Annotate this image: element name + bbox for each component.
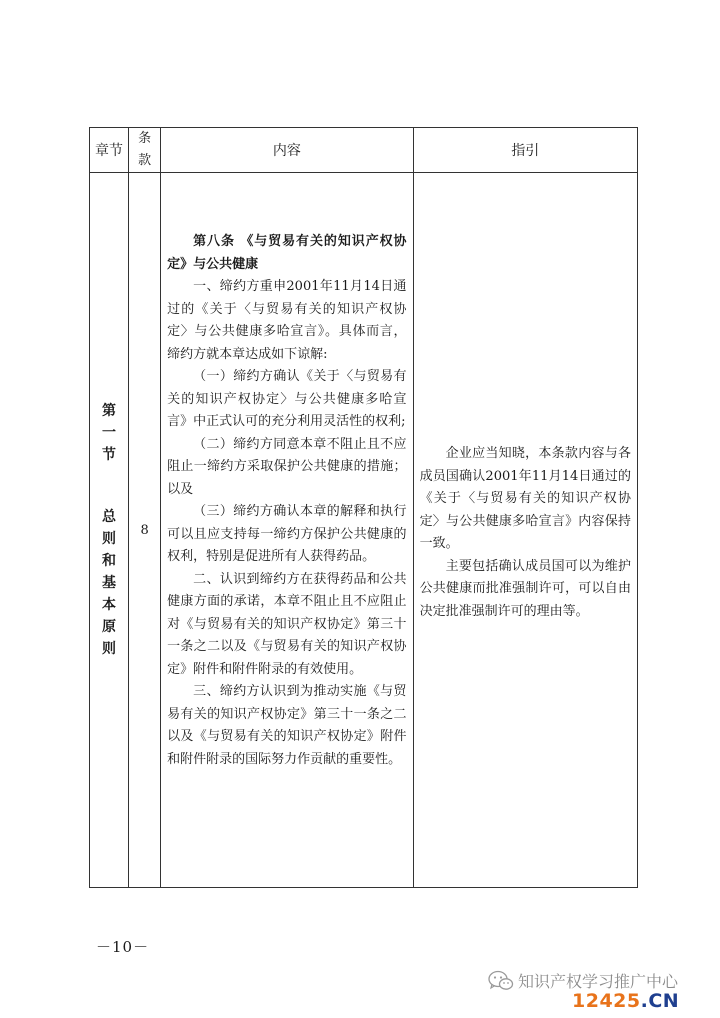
content-paragraph: 二、认识到缔约方在获得药品和公共健康方面的承诺，本章不阻止且不应阻止对《与贸易有关的知识产权协定》第三十一条之二以及《与贸易有关的知识产权协定》附件和附件附录的有效使用。 [167,571,407,677]
table-row [90,173,638,888]
clause-number: 8 [129,173,161,888]
chapter-title: 总则和基本原则 [102,509,117,657]
chapter-section: 第一节 [102,403,117,463]
watermark-site-tld: CN [648,990,680,1012]
content-paragraph: 一、缔约方重申2001年11月14日通过的《关于〈与贸易有关的知识产权协定〉与公共健康多哈宣言》。具体而言，缔约方就本章达成如下谅解: [167,279,407,362]
watermark-site-number: 12425 [572,990,641,1012]
watermark-text: 知识产权学习推广中心 [518,972,679,991]
header-guide: 指引 [413,128,637,173]
guide-paragraph: 主要包括确认成员国可以为维护公共健康而批准强制许可，可以自由决定批准强制许可的理由等。 [419,558,631,619]
content-cell [161,173,413,888]
article-title: 第八条 《与贸易有关的知识产权协定》与公共健康 [167,234,407,272]
watermark-site-dot: . [640,990,649,1012]
content-paragraph: （一）缔约方确认《关于〈与贸易有关的知识产权协定〉与公共健康多哈宣言》中正式认可的充分利用灵活性的权利; [167,369,407,429]
header-chapter: 章节 [90,128,129,173]
watermark [488,968,713,1012]
header-content: 内容 [161,128,413,173]
header-clause-text: 条款 [138,131,152,168]
watermark-site [572,990,679,1012]
guide-paragraph: 企业应当知晓，本条款内容与各成员国确认2001年11月14日通过的《关于〈与贸易有关的知识产权协定〉与公共健康多哈宣言》内容保持一致。 [419,446,631,551]
content-paragraph: 三、缔约方认识到为推动实施《与贸易有关的知识产权协定》第三十一条之二以及《与贸易有关的知识产权协定》附件和附件附录的国际努力作贡献的重要性。 [167,684,407,767]
content-paragraph: （二）缔约方同意本章不阻止且不应阻止一缔约方采取保护公共健康的措施；以及 [167,436,407,497]
clause-table [89,127,638,888]
guide-cell [413,173,637,888]
header-clause [129,128,161,173]
wechat-icon [488,970,514,992]
page-number: －10－ [96,938,150,956]
content-paragraph: （三）缔约方确认本章的解释和执行可以且应支持每一缔约方保护公共健康的权利，特别是促进所有人获得药品。 [167,504,407,564]
table-header-row [90,128,638,173]
chapter-cell [90,173,129,888]
